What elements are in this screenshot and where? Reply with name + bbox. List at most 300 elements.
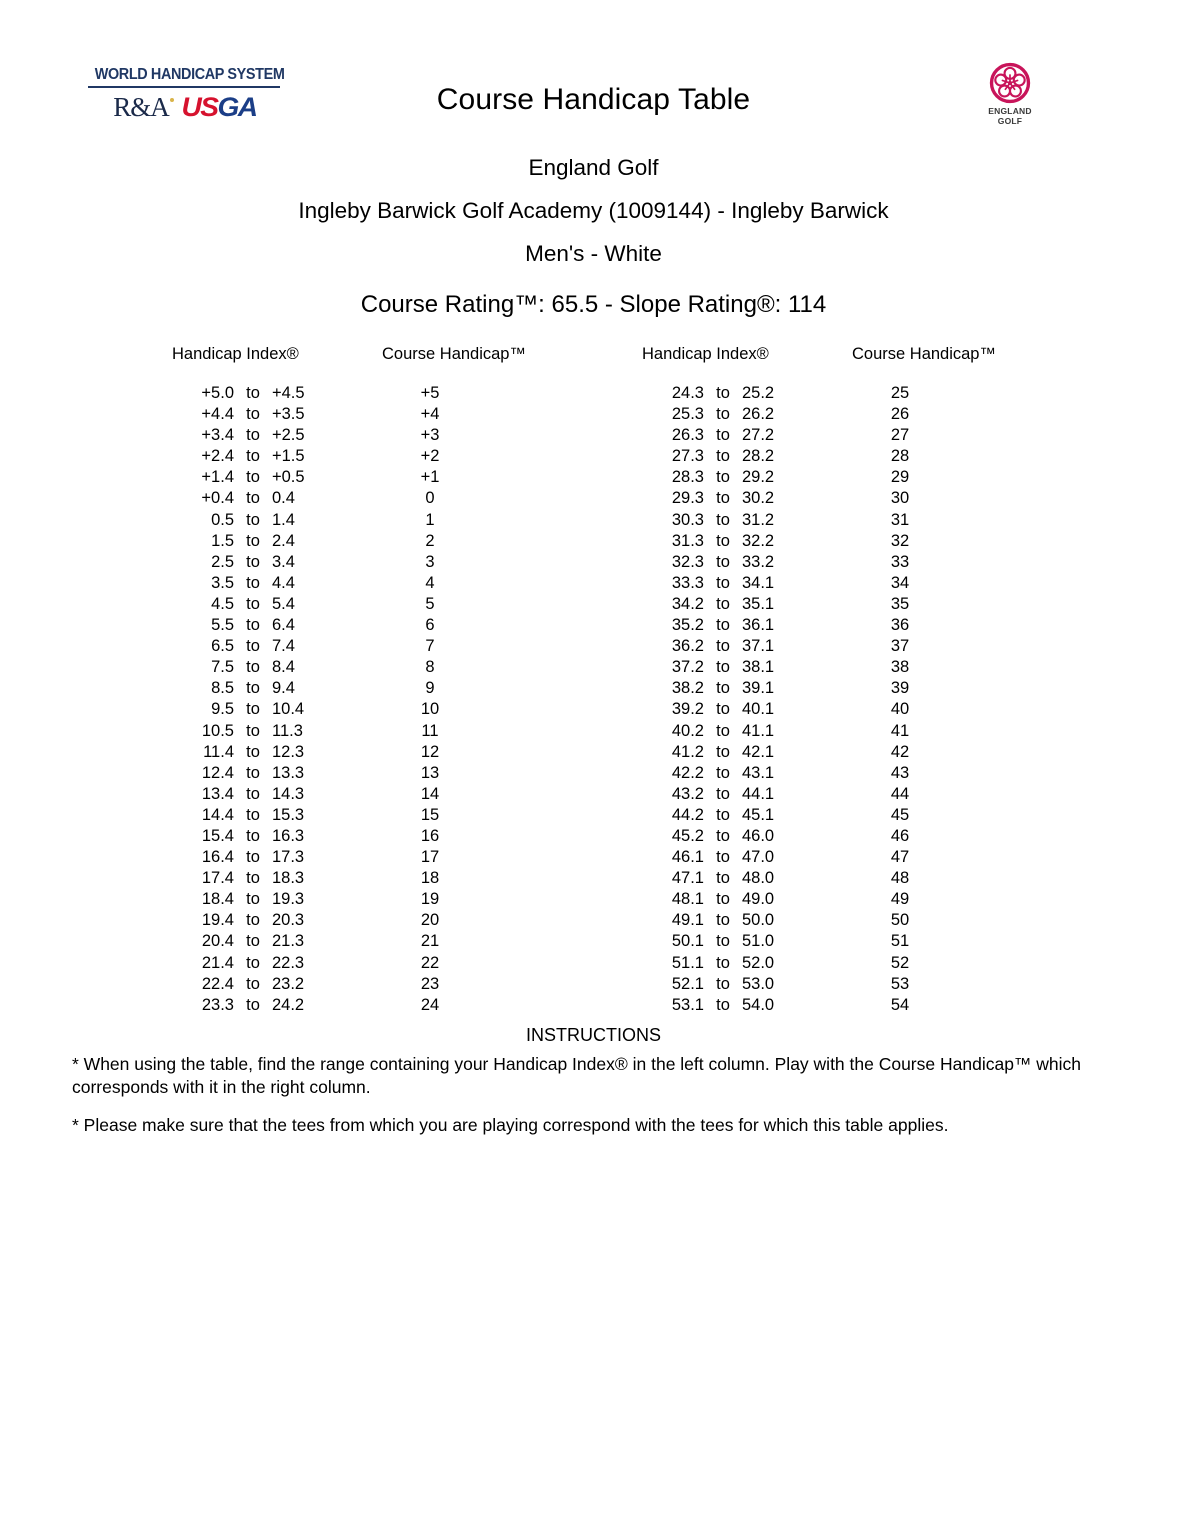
cell-to: to — [246, 826, 260, 845]
organisation-name: England Golf — [528, 155, 659, 180]
cell-ch: 27 — [890, 426, 910, 445]
cell-high: 29.2 — [742, 468, 775, 487]
cell-low: 49.1 — [671, 911, 704, 930]
cell-low: 13.4 — [201, 784, 234, 803]
cell-to: to — [246, 679, 260, 698]
cell-low: 29.3 — [671, 489, 704, 508]
cell-low: 25.3 — [671, 405, 704, 424]
cell-ch: 52 — [890, 953, 910, 972]
cell-low: 30.3 — [671, 510, 704, 529]
table-row — [620, 910, 1100, 931]
table-row — [620, 699, 1100, 720]
table-row — [150, 594, 630, 615]
cell-to: to — [716, 995, 730, 1014]
cell-high: 53.0 — [742, 974, 775, 993]
cell-to: to — [246, 974, 260, 993]
cell-ch: 33 — [890, 552, 910, 571]
table-row — [150, 826, 630, 847]
cell-ch: 9 — [425, 679, 435, 698]
randa-logo-text: R&A — [113, 91, 169, 122]
cell-to: to — [246, 489, 260, 508]
cell-low: 31.3 — [671, 531, 704, 550]
cell-high: 3.4 — [272, 552, 295, 571]
column-headers-right — [620, 345, 1100, 373]
table-row — [620, 678, 1100, 699]
cell-to: to — [716, 384, 730, 402]
cell-ch: 17 — [420, 848, 440, 867]
cell-to: to — [716, 784, 730, 803]
cell-to: to — [246, 700, 260, 719]
cell-to: to — [716, 869, 730, 888]
table-row — [150, 488, 630, 509]
cell-to: to — [716, 742, 730, 761]
cell-low: 33.3 — [671, 573, 704, 592]
table-row — [620, 784, 1100, 805]
cell-low: 21.4 — [201, 953, 234, 972]
cell-ch: 38 — [890, 658, 910, 677]
cell-to: to — [716, 552, 730, 571]
cell-high: +4.5 — [272, 384, 305, 402]
cell-to: to — [246, 510, 260, 529]
cell-ch: 37 — [890, 637, 910, 656]
cell-to: to — [246, 447, 260, 466]
cell-to: to — [246, 468, 260, 487]
cell-high: 8.4 — [272, 658, 295, 677]
cell-high: 37.1 — [742, 637, 775, 656]
table-row — [150, 953, 630, 974]
table-half-right — [620, 345, 1100, 1014]
table-row — [150, 383, 630, 404]
cell-high: 27.2 — [742, 426, 775, 445]
cell-high: 15.3 — [272, 805, 305, 824]
table-row — [620, 594, 1100, 615]
table-row — [620, 742, 1100, 763]
cell-ch: 49 — [890, 890, 910, 909]
cell-low: 12.4 — [201, 763, 234, 782]
cell-ch: 26 — [890, 405, 910, 424]
table-row — [620, 657, 1100, 678]
cell-ch: +4 — [420, 405, 440, 424]
cell-low: 22.4 — [201, 974, 234, 993]
cell-low: +2.4 — [201, 447, 234, 466]
cell-low: 53.1 — [671, 995, 704, 1014]
cell-ch: 43 — [890, 763, 910, 782]
cell-low: 16.4 — [201, 848, 234, 867]
table-row — [620, 763, 1100, 784]
cell-ch: 25 — [890, 384, 910, 402]
cell-to: to — [716, 890, 730, 909]
cell-low: +3.4 — [201, 426, 234, 445]
cell-high: 19.3 — [272, 890, 305, 909]
usga-logo-us-text: US — [181, 91, 218, 122]
cell-to: to — [716, 573, 730, 592]
cell-low: 48.1 — [671, 890, 704, 909]
cell-to: to — [246, 763, 260, 782]
cell-high: 21.3 — [272, 932, 305, 951]
cell-ch: 46 — [890, 826, 910, 845]
cell-low: 23.3 — [201, 995, 234, 1014]
cell-to: to — [246, 869, 260, 888]
cell-ch: 19 — [420, 890, 440, 909]
cell-low: 6.5 — [211, 637, 234, 656]
cell-high: 35.1 — [742, 594, 775, 613]
cell-high: 17.3 — [272, 848, 305, 867]
table-row — [620, 995, 1100, 1016]
cell-low: 50.1 — [671, 932, 704, 951]
cell-ch: +1 — [420, 468, 440, 487]
cell-low: 44.2 — [671, 805, 704, 824]
cell-low: 24.3 — [671, 384, 704, 402]
cell-ch: 45 — [890, 805, 910, 824]
table-row — [150, 721, 630, 742]
cell-high: 0.4 — [272, 489, 295, 508]
cell-high: 12.3 — [272, 742, 305, 761]
cell-to: to — [246, 848, 260, 867]
table-row — [150, 657, 630, 678]
cell-low: 0.5 — [211, 510, 234, 529]
column-header-handicap-index: Handicap Index® — [172, 345, 299, 363]
cell-high: 51.0 — [742, 932, 775, 951]
table-row — [620, 805, 1100, 826]
cell-ch: 35 — [890, 594, 910, 613]
cell-high: 54.0 — [742, 995, 775, 1014]
cell-high: 4.4 — [272, 573, 295, 592]
cell-to: to — [246, 995, 260, 1014]
cell-high: 49.0 — [742, 890, 775, 909]
table-row — [150, 467, 630, 488]
table-row — [150, 847, 630, 868]
cell-low: 38.2 — [671, 679, 704, 698]
cell-ch: 47 — [890, 848, 910, 867]
column-header-course-handicap: Course Handicap™ — [382, 345, 526, 363]
cell-high: 36.1 — [742, 616, 775, 635]
cell-low: 42.2 — [671, 763, 704, 782]
table-row — [620, 573, 1100, 594]
table-row — [620, 974, 1100, 995]
cell-low: 17.4 — [201, 869, 234, 888]
cell-low: 28.3 — [671, 468, 704, 487]
cell-to: to — [246, 552, 260, 571]
cell-low: 35.2 — [671, 616, 704, 635]
cell-high: +2.5 — [272, 426, 305, 445]
cell-high: 20.3 — [272, 911, 305, 930]
cell-to: to — [246, 637, 260, 656]
table-row — [150, 636, 630, 657]
table-half-left — [150, 345, 630, 1014]
cell-to: to — [246, 890, 260, 909]
cell-ch: 42 — [890, 742, 910, 761]
cell-low: 39.2 — [671, 700, 704, 719]
instructions-line-2: * Please make sure that the tees from which you are playing correspond with the tees for which this table applies. — [72, 1115, 949, 1135]
cell-high: 45.1 — [742, 805, 775, 824]
table-row — [150, 425, 630, 446]
cell-high: 32.2 — [742, 531, 775, 550]
cell-high: 25.2 — [742, 384, 775, 402]
table-row — [620, 826, 1100, 847]
cell-high: 31.2 — [742, 510, 775, 529]
cell-to: to — [716, 848, 730, 867]
cell-low: 3.5 — [211, 573, 234, 592]
cell-high: 34.1 — [742, 573, 775, 592]
cell-low: 46.1 — [671, 848, 704, 867]
table-row — [150, 573, 630, 594]
cell-to: to — [246, 573, 260, 592]
cell-high: 16.3 — [272, 826, 305, 845]
cell-low: 36.2 — [671, 637, 704, 656]
cell-ch: 48 — [890, 869, 910, 888]
cell-low: 20.4 — [201, 932, 234, 951]
cell-low: +0.4 — [201, 489, 234, 508]
cell-ch: 11 — [421, 721, 439, 740]
cell-to: to — [246, 531, 260, 550]
cell-to: to — [246, 784, 260, 803]
cell-ch: 18 — [420, 869, 440, 888]
cell-high: 38.1 — [742, 658, 775, 677]
cell-high: 6.4 — [272, 616, 295, 635]
cell-ch: 51 — [890, 932, 910, 951]
cell-ch: +3 — [420, 426, 440, 445]
table-row — [620, 488, 1100, 509]
cell-ch: 16 — [420, 826, 440, 845]
cell-to: to — [716, 510, 730, 529]
cell-low: 1.5 — [211, 531, 234, 550]
table-row — [150, 974, 630, 995]
instructions-heading: INSTRUCTIONS — [526, 1025, 661, 1045]
cell-to: to — [716, 932, 730, 951]
cell-low: +5.0 — [201, 384, 234, 402]
cell-ch: 53 — [890, 974, 910, 993]
cell-ch: +2 — [420, 447, 440, 466]
cell-ch: 36 — [890, 616, 910, 635]
table-row — [150, 910, 630, 931]
cell-to: to — [246, 384, 260, 402]
table-row — [150, 699, 630, 720]
table-row — [150, 995, 630, 1016]
column-headers-left — [150, 345, 630, 373]
cell-to: to — [246, 616, 260, 635]
england-golf-line2: GOLF — [997, 116, 1023, 126]
course-slope-rating: Course Rating™: 65.5 - Slope Rating®: 114 — [360, 291, 827, 318]
cell-high: 42.1 — [742, 742, 775, 761]
cell-to: to — [246, 405, 260, 424]
cell-ch: 13 — [420, 763, 440, 782]
column-header-handicap-index: Handicap Index® — [642, 345, 769, 363]
cell-to: to — [246, 805, 260, 824]
cell-ch: 4 — [425, 573, 435, 592]
table-rows-left — [150, 383, 630, 1016]
cell-low: 40.2 — [671, 721, 704, 740]
cell-high: 11.3 — [272, 721, 303, 740]
table-row — [620, 615, 1100, 636]
cell-high: 43.1 — [742, 763, 775, 782]
cell-low: 2.5 — [211, 552, 234, 571]
cell-to: to — [716, 658, 730, 677]
table-row — [150, 531, 630, 552]
cell-to: to — [716, 953, 730, 972]
table-row — [620, 404, 1100, 425]
cell-high: 48.0 — [742, 869, 775, 888]
cell-ch: 23 — [420, 974, 440, 993]
cell-low: 26.3 — [671, 426, 704, 445]
cell-low: 47.1 — [671, 869, 704, 888]
cell-low: 43.2 — [671, 784, 704, 803]
cell-ch: 54 — [890, 995, 910, 1014]
cell-ch: 50 — [890, 911, 910, 930]
cell-ch: 6 — [425, 616, 435, 635]
cell-ch: 39 — [890, 679, 910, 698]
cell-ch: 0 — [425, 489, 435, 508]
tee-set-label: Men's - White — [525, 241, 662, 266]
cell-ch: 28 — [890, 447, 910, 466]
cell-ch: 15 — [420, 805, 440, 824]
table-row — [620, 510, 1100, 531]
table-row — [150, 868, 630, 889]
table-row — [150, 615, 630, 636]
cell-to: to — [716, 826, 730, 845]
england-golf-line1: ENGLAND — [988, 106, 1032, 116]
table-row — [150, 404, 630, 425]
cell-ch: 12 — [420, 742, 440, 761]
cell-high: 30.2 — [742, 489, 775, 508]
table-row — [620, 931, 1100, 952]
cell-ch: 34 — [890, 573, 910, 592]
instructions-line-1: * When using the table, find the range containing your Handicap Index® in the left column. Play with the Course Handicap™ which corresponds with it in the right column. — [72, 1054, 1082, 1097]
cell-high: 47.0 — [742, 848, 775, 867]
cell-to: to — [246, 742, 260, 761]
table-row — [620, 868, 1100, 889]
table-row — [150, 805, 630, 826]
cell-low: +1.4 — [201, 468, 234, 487]
cell-to: to — [716, 721, 730, 740]
cell-low: 8.5 — [211, 679, 234, 698]
cell-to: to — [716, 911, 730, 930]
cell-to: to — [716, 489, 730, 508]
table-row — [150, 763, 630, 784]
cell-low: 52.1 — [671, 974, 704, 993]
cell-ch: 20 — [420, 911, 440, 930]
table-row — [150, 931, 630, 952]
cell-high: 52.0 — [742, 953, 775, 972]
cell-ch: 40 — [890, 700, 910, 719]
cell-low: 19.4 — [201, 911, 234, 930]
column-header-course-handicap: Course Handicap™ — [852, 345, 996, 363]
cell-low: 32.3 — [671, 552, 704, 571]
table-row — [150, 889, 630, 910]
cell-to: to — [716, 594, 730, 613]
cell-low: 27.3 — [671, 447, 704, 466]
cell-to: to — [246, 658, 260, 677]
page-title: Course Handicap Table — [436, 83, 751, 116]
cell-ch: 7 — [425, 637, 435, 656]
cell-to: to — [716, 468, 730, 487]
course-name: Ingleby Barwick Golf Academy (1009144) - Ingleby Barwick — [298, 198, 889, 223]
cell-ch: 31 — [890, 510, 910, 529]
cell-low: 45.2 — [671, 826, 704, 845]
cell-to: to — [246, 721, 260, 740]
cell-high: 22.3 — [272, 953, 305, 972]
table-row — [620, 467, 1100, 488]
cell-to: to — [716, 531, 730, 550]
cell-ch: 41 — [890, 721, 910, 740]
table-row — [620, 721, 1100, 742]
cell-to: to — [716, 805, 730, 824]
cell-ch: 14 — [420, 784, 440, 803]
cell-high: 14.3 — [272, 784, 305, 803]
cell-to: to — [716, 447, 730, 466]
cell-low: 34.2 — [671, 594, 704, 613]
whs-wordmark-text: WORLD HANDICAP SYSTEM — [94, 66, 285, 83]
cell-high: 28.2 — [742, 447, 775, 466]
cell-to: to — [246, 426, 260, 445]
cell-ch: 3 — [425, 552, 435, 571]
cell-ch: 21 — [420, 932, 440, 951]
cell-high: 24.2 — [272, 995, 305, 1014]
cell-low: 4.5 — [211, 594, 234, 613]
cell-ch: 5 — [425, 594, 435, 613]
cell-low: 41.2 — [671, 742, 704, 761]
table-row — [620, 425, 1100, 446]
cell-high: 10.4 — [272, 700, 305, 719]
cell-ch: 30 — [890, 489, 910, 508]
table-row — [150, 742, 630, 763]
cell-to: to — [716, 637, 730, 656]
cell-to: to — [716, 700, 730, 719]
table-row — [620, 953, 1100, 974]
page-header — [0, 0, 1187, 150]
cell-high: 13.3 — [272, 763, 305, 782]
table-row — [620, 446, 1100, 467]
cell-high: 46.0 — [742, 826, 775, 845]
cell-low: 14.4 — [201, 805, 234, 824]
cell-ch: 24 — [420, 995, 440, 1014]
cell-low: +4.4 — [201, 405, 234, 424]
cell-to: to — [246, 911, 260, 930]
cell-ch: 8 — [425, 658, 435, 677]
table-row — [620, 552, 1100, 573]
cell-high: 50.0 — [742, 911, 775, 930]
table-row — [150, 510, 630, 531]
cell-ch: 22 — [420, 953, 440, 972]
table-row — [620, 636, 1100, 657]
cell-high: 9.4 — [272, 679, 295, 698]
cell-high: +1.5 — [272, 447, 305, 466]
cell-ch: 32 — [890, 531, 910, 550]
table-row — [620, 889, 1100, 910]
cell-low: 18.4 — [201, 890, 234, 909]
cell-low: 11.4 — [203, 742, 234, 761]
cell-low: 51.1 — [671, 953, 704, 972]
cell-ch: +5 — [420, 384, 440, 402]
cell-to: to — [716, 679, 730, 698]
table-row — [150, 678, 630, 699]
cell-ch: 1 — [425, 510, 435, 529]
cell-ch: 2 — [425, 531, 435, 550]
cell-high: 44.1 — [742, 784, 775, 803]
cell-ch: 29 — [890, 468, 910, 487]
cell-high: 41.1 — [742, 721, 775, 740]
cell-to: to — [246, 953, 260, 972]
cell-ch: 44 — [890, 784, 910, 803]
cell-low: 37.2 — [671, 658, 704, 677]
cell-ch: 10 — [420, 700, 440, 719]
table-row — [620, 383, 1100, 404]
cell-high: 5.4 — [272, 594, 295, 613]
cell-high: 40.1 — [742, 700, 775, 719]
usga-logo-ga-text: GA — [217, 91, 257, 122]
cell-high: 39.1 — [742, 679, 775, 698]
table-row — [150, 446, 630, 467]
cell-low: 10.5 — [201, 721, 234, 740]
